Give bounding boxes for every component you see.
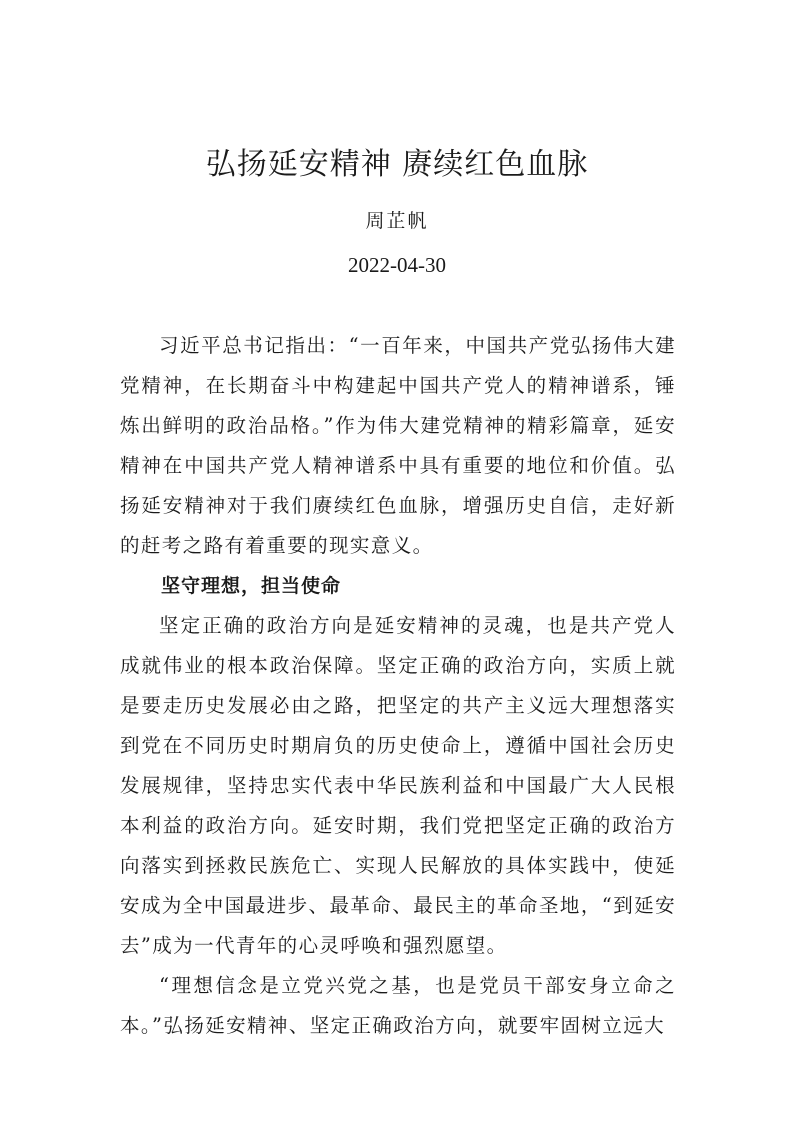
body-paragraph: “理想信念是立党兴党之基，也是党员干部安身立命之本。”弘扬延安精神、坚定正确政治方向，就要牢固树立远大 [120,974,676,1037]
article-date: 2022-04-30 [348,253,446,277]
intro-paragraph: 习近平总书记指出：“一百年来，中国共产党弘扬伟大建党精神，在长期奋斗中构建起中国共产党人的精神谱系，锤炼出鲜明的政治品格。”作为伟大建党精神的精彩篇章，延安精神在中国共产党人精神谱系中具有重要的地位和价值。弘扬延安精神对于我们赓续红色血脉，增强历史自信，走好新的赶考之路有着重要的现实意义。 [120,334,676,557]
body-paragraph: 坚定正确的政治方向是延安精神的灵魂，也是共产党人成就伟业的根本政治保障。坚定正确的政治方向，实质上就是要走历史发展必由之路，把坚定的共产主义远大理想落实到党在不同历史时期肩负的历史使命上，遵循中国社会历史发展规律，坚持忠实代表中华民族利益和中国最广大人民根本利益的政治方向。延安时期，我们党把坚定正确的政治方向落实到拯救民族危亡、实现人民解放的具体实践中，使延安成为全中国最进步、最革命、最民主的革命圣地，“到延安去”成为一代青年的心灵呼唤和强烈愿望。 [120,614,676,957]
section-heading: 坚守理想，担当使命 [161,575,342,597]
article-body [120,326,676,1046]
article-title: 弘扬延安精神 赓续红色血脉 [205,147,589,182]
article-author: 周芷帆 [365,210,429,232]
